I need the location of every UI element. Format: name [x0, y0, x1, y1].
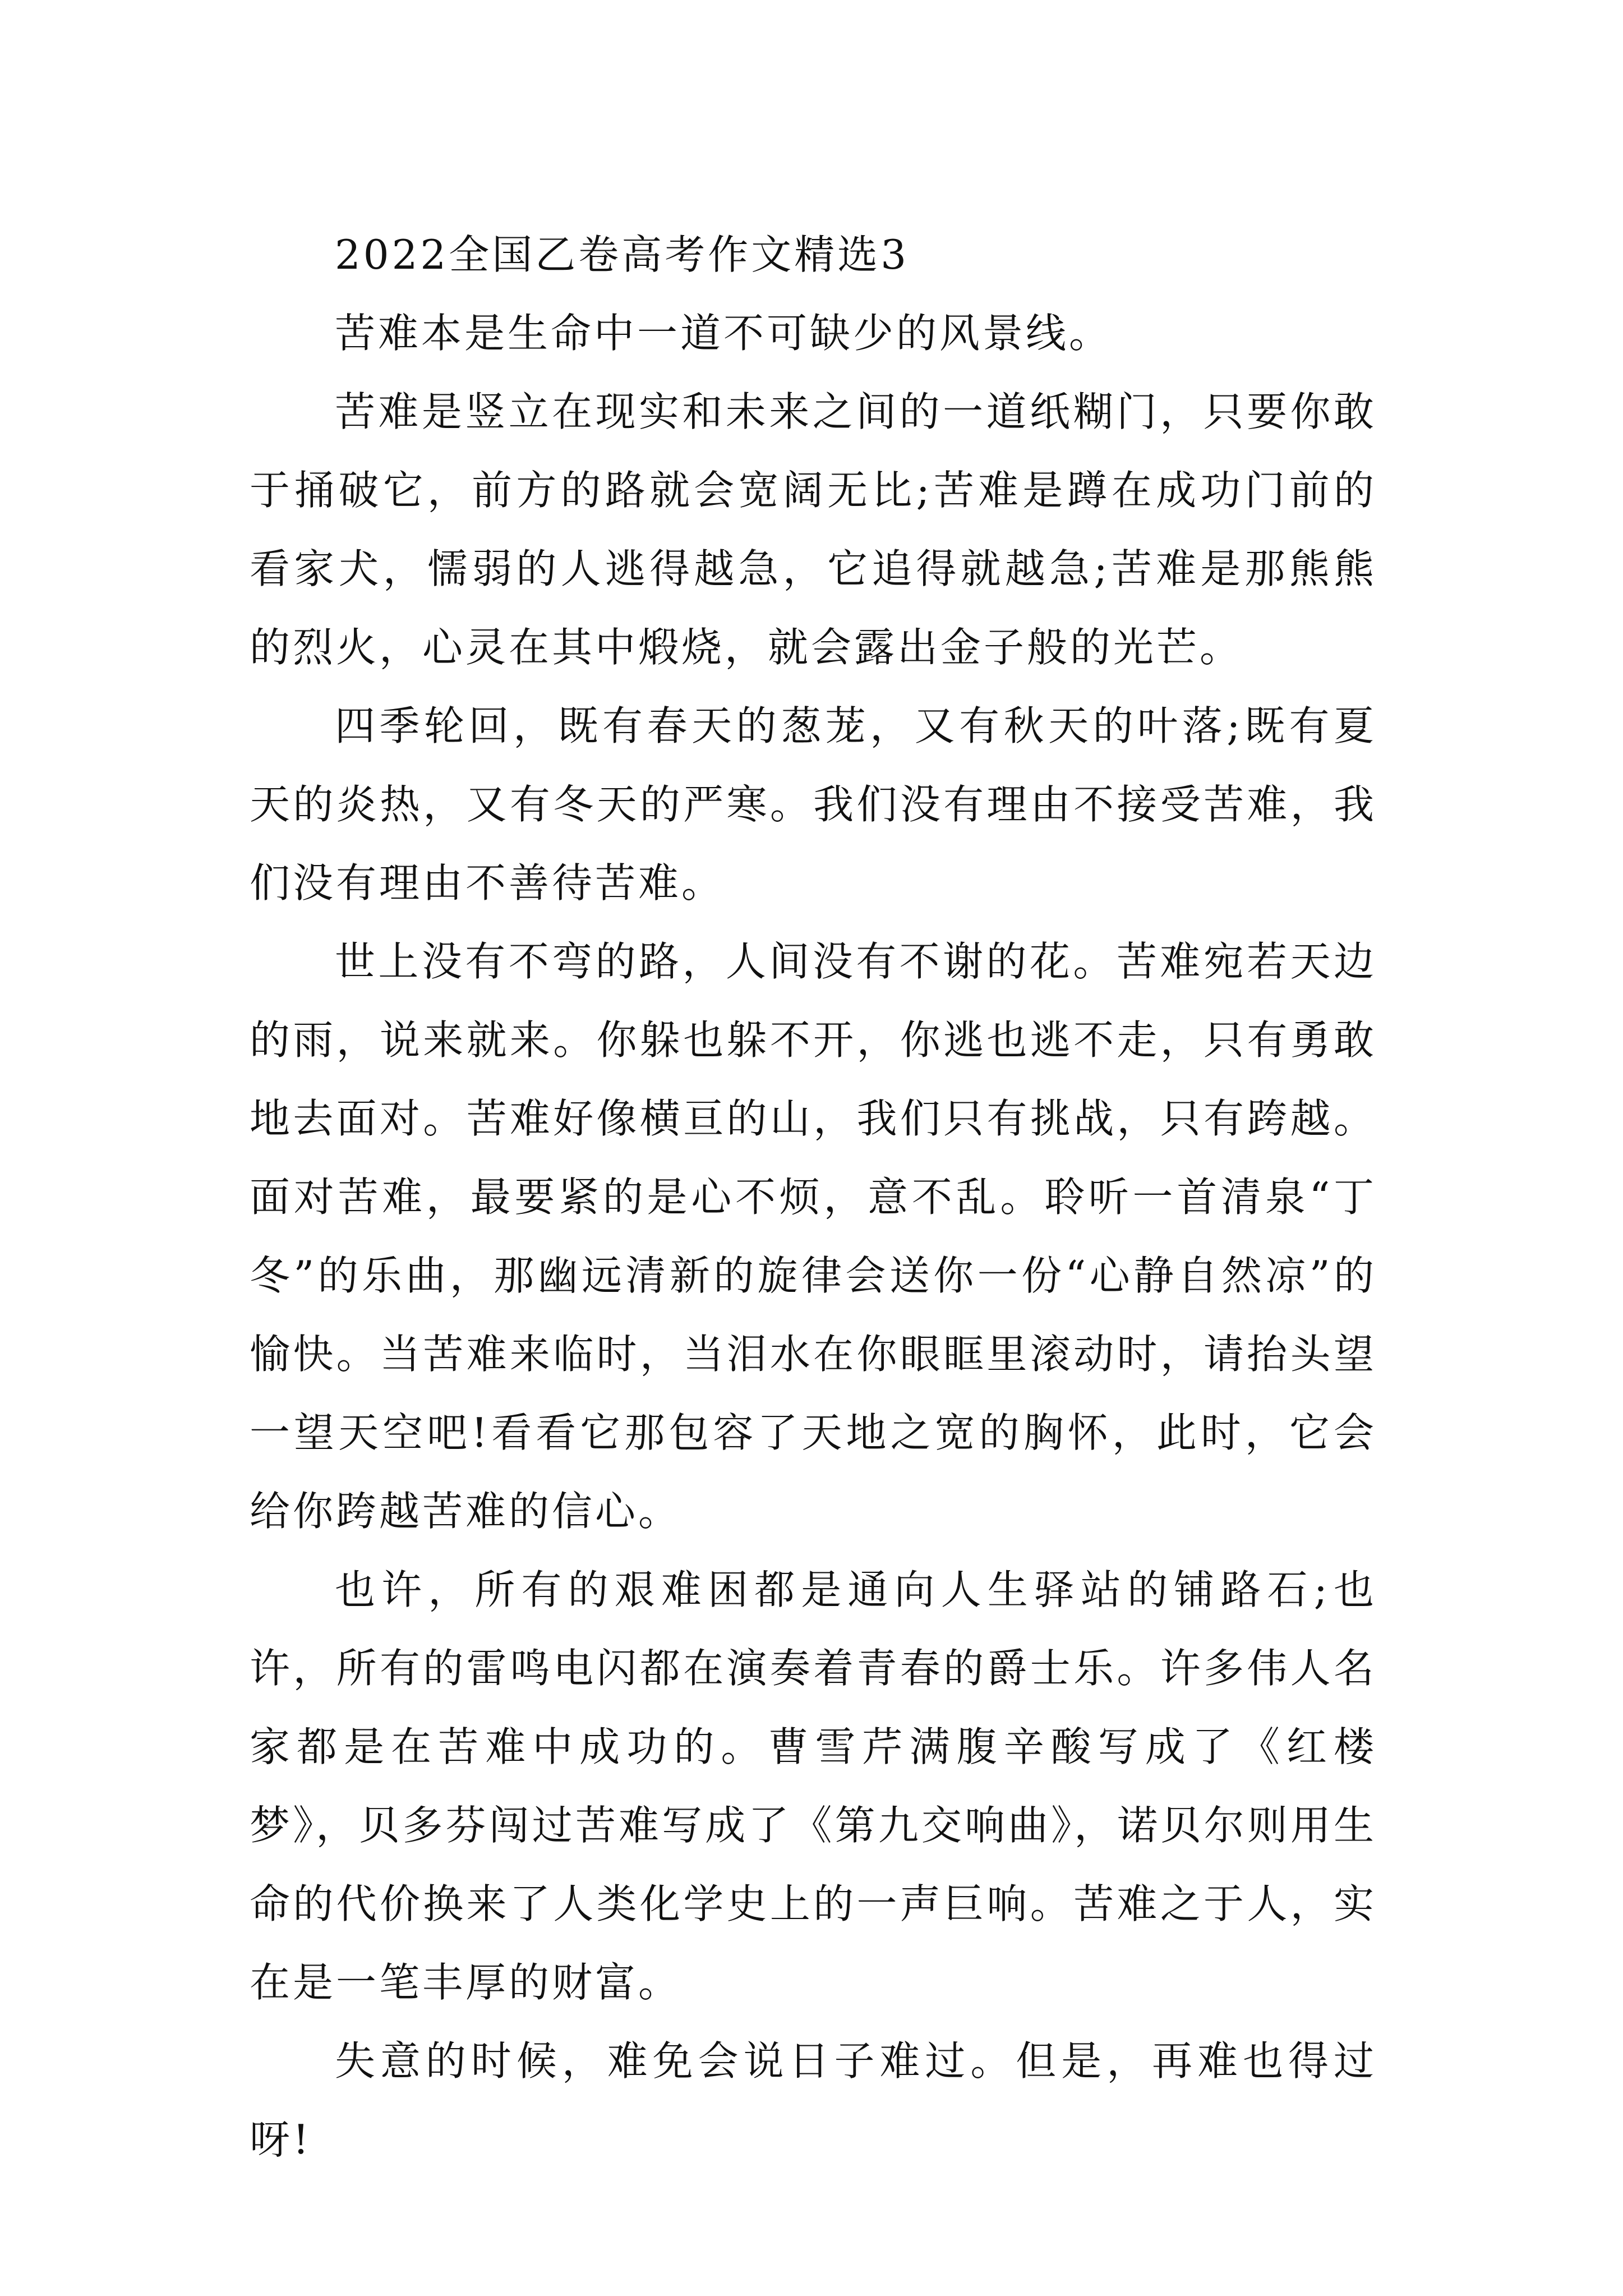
document-body	[250, 215, 1377, 2179]
paragraph: 也许，所有的艰难困都是通向人生驿站的铺路石;也许，所有的雷鸣电闪都在演奏着青春的爵士乐。许多伟人名家都是在苦难中成功的。曹雪芹满腹辛酸写成了《红楼梦》，贝多芬闯过苦难写成了《第九交响曲》，诺贝尔则用生命的代价换来了人类化学史上的一声巨响。苦难之于人，实在是一笔丰厚的财富。	[250, 1566, 1377, 2006]
paragraph: 失意的时候，难免会说日子难过。但是，再难也得过呀!	[250, 2037, 1377, 2163]
paragraph: 世上没有不弯的路，人间没有不谢的花。苦难宛若天边的雨，说来就来。你躲也躲不开，你逃也逃不走，只有勇敢地去面对。苦难好像横亘的山，我们只有挑战，只有跨越。面对苦难，最要紧的是心不烦，意不乱。聆听一首清泉“丁冬”的乐曲，那幽远清新的旋律会送你一份“心静自然凉”的愉快。当苦难来临时，当泪水在你眼眶里滚动时，请抬头望一望天空吧!看看它那包容了天地之宽的胸怀，此时，它会给你跨越苦难的信心。	[250, 938, 1377, 1535]
paragraph: 苦难是竖立在现实和未来之间的一道纸糊门，只要你敢于捅破它，前方的路就会宽阔无比;苦难是蹲在成功门前的看家犬，懦弱的人逃得越急，它追得就越急;苦难是那熊熊的烈火，心灵在其中煅烧，就会露出金子般的光芒。	[250, 388, 1377, 671]
document-title: 2022全国乙卷高考作文精选3	[335, 231, 910, 278]
paragraph: 苦难本是生命中一道不可缺少的风景线。	[335, 310, 1113, 357]
paragraph: 四季轮回，既有春天的葱茏，又有秋天的叶落;既有夏天的炎热，又有冬天的严寒。我们没有理由不接受苦难，我们没有理由不善待苦难。	[250, 702, 1377, 907]
